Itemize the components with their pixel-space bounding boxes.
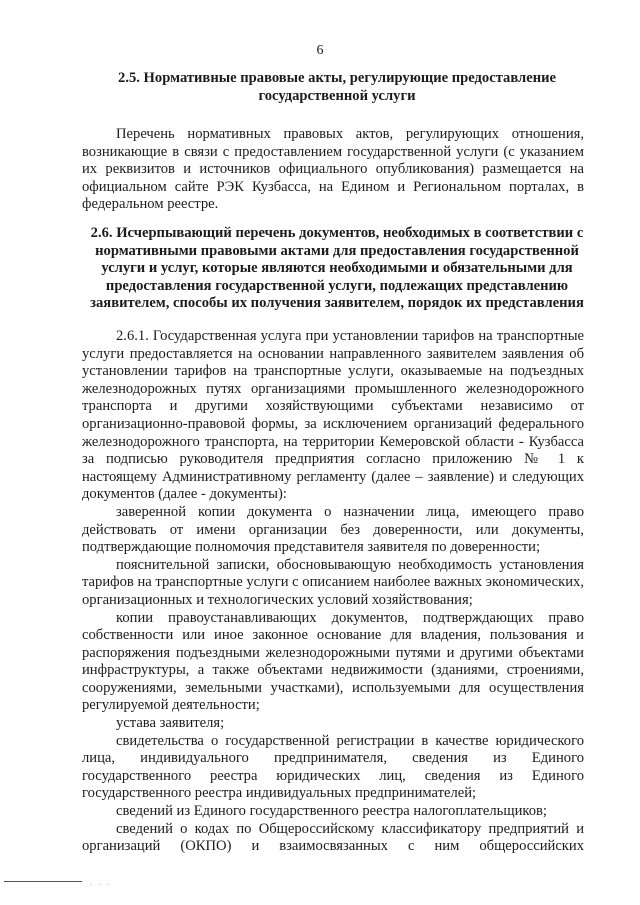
footer-rule <box>4 881 82 882</box>
footer-marks: · · · <box>90 881 111 889</box>
document-list-item: сведений о кодах по Общероссийскому классификатору предприятий и организаций (ОКПО) и взаимосвязанных с ним общероссийских <box>82 820 584 855</box>
section-2-6-intro: 2.6.1. Государственная услуга при установлении тарифов на транспортные услуги предоставляется на основании направленного заявителем заявления об установлении тарифов на транспортные услуги, оказываемые на подъездных железнодорожных путях организациями промышленного железнодорожного транспорта и другими хозяйствующими субъектами независимо от организационно-правовой формы, за исключением организаций федерального железнодорожного транспорта, на территории Кемеровской области - Кузбасса за подписью руководителя предприятия согласно приложению № 1 к настоящему Административному регламенту (далее – заявление) и следующих документов (далее - документы): <box>82 328 584 503</box>
document-list-item: копии правоустанавливающих документов, подтверждающих право собственности или иное законное основание для владения, пользования и распоряжения подъездными железнодорожными путями и другими объектами инфраструктуры, а также объектами недвижимости (зданиями, строениями, сооружениями, земельными участками), используемыми для осуществления регулируемой деятельности; <box>82 609 584 714</box>
section-2-6-title-line: заявителем, способы их получения заявителем, порядок их представления <box>90 295 584 312</box>
section-2-5-title-line: государственной услуги <box>258 87 416 104</box>
document-list-item: пояснительной записки, обосновывающую необходимость установления тарифов на транспортные услуги с описанием наиболее важных экономических, организационных и технологических условий хозяйствования; <box>82 556 584 608</box>
section-2-5-body: Перечень нормативных правовых актов, регулирующих отношения, возникающие в связи с предоставлением государственной услуги (с указанием их реквизитов и источников официального опубликования) размещается на официальном сайте РЭК Кузбасса, на Едином и Региональном порталах, в федеральном реестре. <box>82 126 584 213</box>
section-2-6-title-line: услуги и услуг, которые являются необходимыми и обязательными для <box>101 260 573 277</box>
page-number: 6 <box>316 43 324 58</box>
section-2-6-title <box>84 225 590 313</box>
section-2-6-title-line: нормативными правовыми актами для предоставления государственной <box>95 242 579 259</box>
section-2-5-title <box>84 70 590 105</box>
document-list-item: сведений из Единого государственного реестра налогоплательщиков; <box>116 803 547 820</box>
section-2-6-title-line: 2.6. Исчерпывающий перечень документов, необходимых в соответствии с <box>90 225 584 241</box>
section-2-6-content <box>82 328 584 856</box>
document-list-item: устава заявителя; <box>116 715 225 732</box>
section-2-5-title-line: 2.5. Нормативные правовые акты, регулирующие предоставление <box>118 70 556 86</box>
document-list-item: заверенной копии документа о назначении лица, имеющего право действовать от имени организации без доверенности, или документы, подтверждающие полномочия представителя заявителя по доверенности; <box>82 503 584 556</box>
section-2-6-title-line: предоставления государственной услуги, подлежащих представлению <box>105 277 569 294</box>
document-list-item: свидетельства о государственной регистрации в качестве юридического лица, индивидуального предпринимателя, сведения из Единого государственного реестра юридических лиц, сведения из Единого государственного реестра индивидуальных предпринимателей; <box>82 732 584 802</box>
